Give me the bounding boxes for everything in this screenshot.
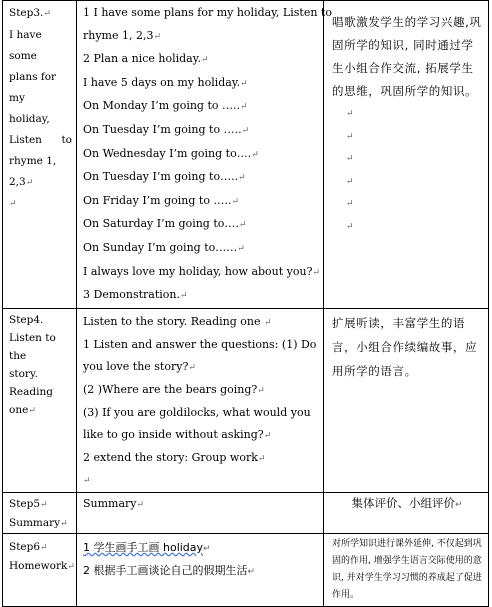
activity-line: On Sunday I’m going to……↵ <box>83 240 245 254</box>
activity-line: rhyme 1, 2,3↵ <box>83 28 162 42</box>
activity-line: 1 Listen and answer the questions: (1) Do you love the story?↵ <box>83 337 317 373</box>
step-text: Listen to the <box>9 331 56 362</box>
step-cell <box>3 1 77 309</box>
activity-line: (3) If you are goldilocks, what would you like to go inside without asking?↵ <box>83 405 311 441</box>
step-label: Step3.↵ I have some plans for my holiday, Listen to rhyme 1, 2,3↵ ↵ <box>9 7 72 209</box>
purpose-cell: 唱歌激发学生的学习兴趣,巩固所学的知识, 同时通过学生小组合作交流, 拓展学生的思维，巩固所学的知识。 ↵ ↵ ↵ ↵ ↵ ↵ <box>324 1 489 309</box>
step-title: Step4. <box>9 313 44 326</box>
step-text: I have some <box>9 29 42 62</box>
activity-line: On Tuesday I’m going to …..↵ <box>83 122 250 136</box>
activity-cell <box>77 492 324 533</box>
step-cell <box>3 533 77 606</box>
lesson-plan-table <box>2 0 489 607</box>
step-text: holiday, <box>9 113 50 125</box>
purpose-text: 扩展听读，丰富学生的语言，小组合作续编故事，应用所学的语言。 <box>332 315 478 378</box>
step-text: rhyme 1, 2,3 <box>9 155 57 188</box>
table-row <box>3 492 489 533</box>
activity-line: On Wednesday I’m going to….↵ <box>83 146 259 160</box>
step-text: Listen to <box>9 134 72 146</box>
step-text: story. <box>9 367 38 380</box>
activity-line: 1 I have some plans for my holiday, Listen to <box>83 6 332 19</box>
activity-cell <box>77 1 332 309</box>
purpose-cell <box>324 533 489 606</box>
activity-line: 2 extend the story: Group work↵ <box>83 450 266 464</box>
activity-line: 2 Plan a nice holiday.↵ <box>83 52 209 66</box>
activity-line: On Saturday I’m going to….↵ <box>83 217 247 231</box>
activity-line: On Monday I’m going to …..↵ <box>83 99 248 113</box>
step-cell <box>3 308 77 492</box>
purpose-cell <box>324 492 489 533</box>
purpose-text: 唱歌激发学生的学习兴趣,巩固所学的知识, 同时通过学生小组合作交流, 拓展学生的思维，巩固所学的知识。 <box>332 15 482 98</box>
activity-line: I always love my holiday, how about you?↵ <box>83 264 321 278</box>
activity-line: 3 Demonstration.↵ <box>83 288 188 302</box>
step-title: Step5 <box>9 497 41 510</box>
step-text: Homework <box>9 559 68 572</box>
step-title: Step6 <box>9 540 41 553</box>
activity-line: On Friday I’m going to …..↵ <box>83 193 239 207</box>
activity-line: (2 )Where are the bears going?↵ <box>83 382 265 396</box>
step-label: Step4. Listen to the story. Reading one↵ <box>3 309 76 420</box>
purpose-cell <box>324 308 489 492</box>
purpose-text: 对所学知识进行课外延伸, 不仅起到巩固的作用, 增强学生语言交际使用的意识, 并对学生学习习惯的养成起了促进作用。 <box>332 538 482 600</box>
step-cell <box>3 492 77 533</box>
activity-line: On Tuesday I’m going to…..↵ <box>83 170 246 184</box>
step-label: Step6↵ Homework↵ <box>9 540 75 572</box>
table-row <box>3 1 489 309</box>
activity-line: Listen to the story. Reading one ↵ <box>83 314 272 328</box>
activity-line: I have 5 days on my holiday.↵ <box>83 75 248 89</box>
step-text: plans for my <box>9 71 57 104</box>
activity-line: 1 学生画手工画 holiday↵ <box>83 540 211 554</box>
table-row <box>3 533 489 606</box>
purpose-text: 集体评价、小组评价↵ <box>351 495 463 510</box>
activity-cell: Listen to the story. Reading one ↵ 1 Listen and answer the questions: (1) Do you love the story?↵ (2 )Where are the bears going?↵ (3) If you are goldilocks, what would you like to go inside without asking?↵ 2 extend the story: Group work↵ ↵ <box>77 308 324 492</box>
step-text: Summary <box>9 516 61 529</box>
activity-line: Summary↵ <box>83 496 145 510</box>
step-label: Step5↵ Summary↵ <box>9 497 68 529</box>
step-text: Reading one <box>9 385 53 416</box>
step-title: Step3. <box>9 7 44 19</box>
activity-line: 2 根据手工画谈论自己的假期生活↵ <box>83 563 256 577</box>
table-row <box>3 308 489 492</box>
activity-cell <box>77 533 324 606</box>
